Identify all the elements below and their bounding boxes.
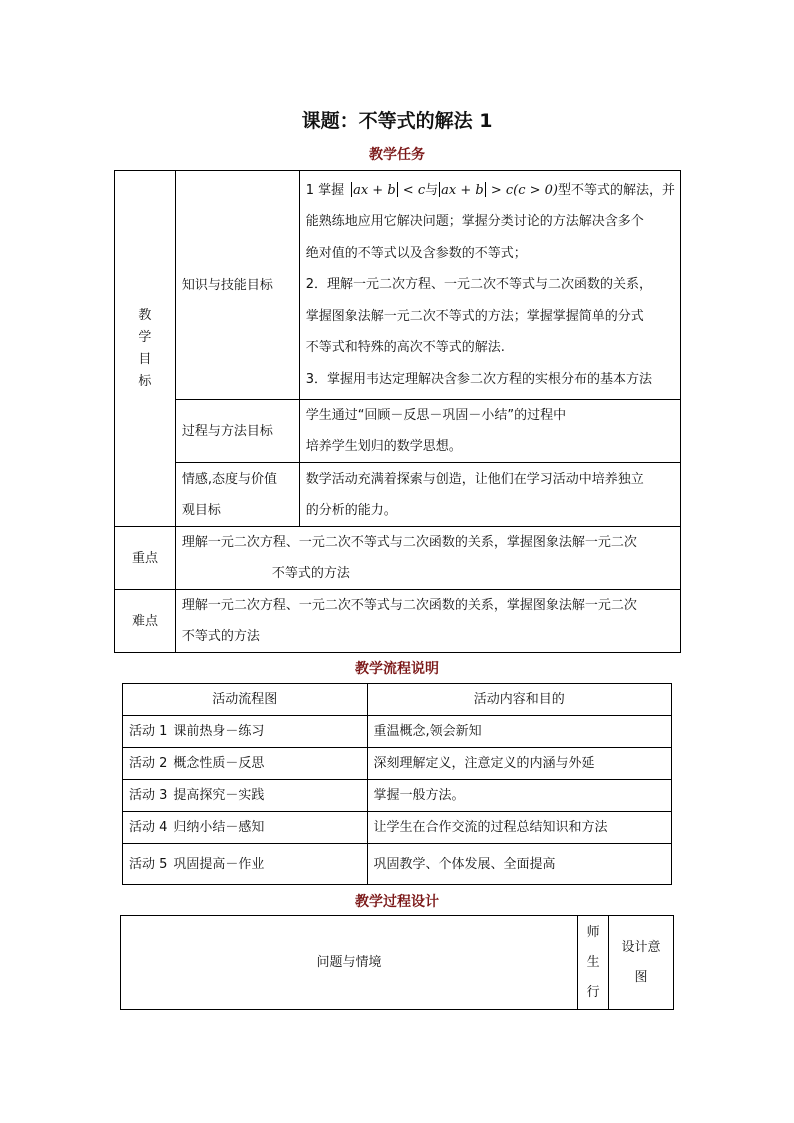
page-title: 课题：不等式的解法 1 — [301, 110, 493, 132]
activity-name: 概念性质－反思 — [173, 756, 265, 771]
process-design-table — [120, 915, 674, 1010]
question-context-header: 问题与情境 — [121, 916, 578, 1010]
activity-num: 活动 5 — [129, 856, 168, 872]
attitude-content: 数学活动充满着探索与创造，让他们在学习活动中培养独立 的分析的能力。 — [299, 463, 680, 527]
difficulty-label: 难点 — [115, 590, 176, 653]
process-content: 学生通过“回顾－反思－巩固－小结”的过程中 培养学生划归的数学思想。 — [299, 400, 680, 463]
activity-num: 活动 3 — [129, 788, 168, 803]
activity-content: 深刻理解定义，注意定义的内涵与外延 — [367, 748, 671, 780]
table-row — [123, 812, 672, 844]
objectives-label: 教学目标 — [138, 307, 152, 389]
knowledge-content — [299, 171, 680, 400]
section-title-flow: 教学流程说明 — [355, 661, 439, 677]
knowledge-line-2: 能熟练地应用它解决问题；掌握分类讨论的方法解决含多个 — [305, 214, 644, 230]
key-content: 理解一元二次方程、一元二次不等式与二次函数的关系，掌握图象法解一元二次 不等式的方法 — [175, 527, 680, 590]
flow-header-1: 活动流程图 — [123, 684, 368, 716]
section-title-teaching-tasks: 教学任务 — [369, 147, 425, 163]
design-intent-header: 设计意 图 — [609, 916, 674, 1010]
table-row — [123, 780, 672, 812]
activity-name: 提高探究－实践 — [173, 788, 265, 803]
knowledge-line-1: 1 掌握 ax + b < c与 ax + b > c(c > 0)型不等式的解法，并 — [305, 182, 676, 198]
activity-content: 掌握一般方法。 — [367, 780, 671, 812]
activity-num: 活动 1 — [129, 724, 168, 739]
teacher-student-header: 师 生 行 — [578, 916, 609, 1010]
flow-header-2: 活动内容和目的 — [367, 684, 671, 716]
teaching-tasks-table — [114, 170, 681, 653]
ineq-gt-c: > c(c > 0) — [490, 182, 558, 198]
knowledge-line-3: 绝对值的不等式以及含参数的不等式； — [305, 245, 527, 261]
activity-num: 活动 2 — [129, 756, 168, 771]
flow-table — [122, 683, 672, 885]
objectives-label-cell — [115, 171, 176, 527]
difficulty-content: 理解一元二次方程、一元二次不等式与二次函数的关系，掌握图象法解一元二次 不等式的方法 — [175, 590, 680, 653]
key-label: 重点 — [115, 527, 176, 590]
knowledge-line-7: 3．掌握用韦达定理解决含参二次方程的实根分布的基本方法 — [305, 371, 652, 387]
activity-content: 巩固教学、个体发展、全面提高 — [367, 844, 671, 885]
table-row — [123, 716, 672, 748]
activity-content: 让学生在合作交流的过程总结知识和方法 — [367, 812, 671, 844]
activity-name: 巩固提高－作业 — [173, 856, 265, 872]
knowledge-line-5: 掌握图象法解一元二次不等式的方法；掌握掌握简单的分式 — [305, 308, 644, 324]
activity-content: 重温概念,领会新知 — [367, 716, 671, 748]
ineq-lt-c: < c — [402, 182, 426, 198]
table-row — [123, 844, 672, 885]
process-label: 过程与方法目标 — [175, 400, 299, 463]
table-row — [123, 748, 672, 780]
attitude-label: 情感,态度与价值 观目标 — [175, 463, 299, 527]
activity-name: 课前热身－练习 — [173, 724, 265, 739]
knowledge-line-4: 2．理解一元二次方程、一元二次不等式与二次函数的关系， — [305, 277, 652, 293]
section-title-process-design: 教学过程设计 — [355, 894, 439, 910]
activity-name: 归纳小结－感知 — [173, 820, 265, 835]
activity-num: 活动 4 — [129, 820, 168, 835]
abs-expr-2: ax + b — [441, 182, 484, 198]
knowledge-line-6: 不等式和特殊的高次不等式的解法. — [305, 340, 505, 356]
knowledge-label: 知识与技能目标 — [175, 171, 299, 400]
abs-expr-1: ax + b — [353, 182, 396, 198]
